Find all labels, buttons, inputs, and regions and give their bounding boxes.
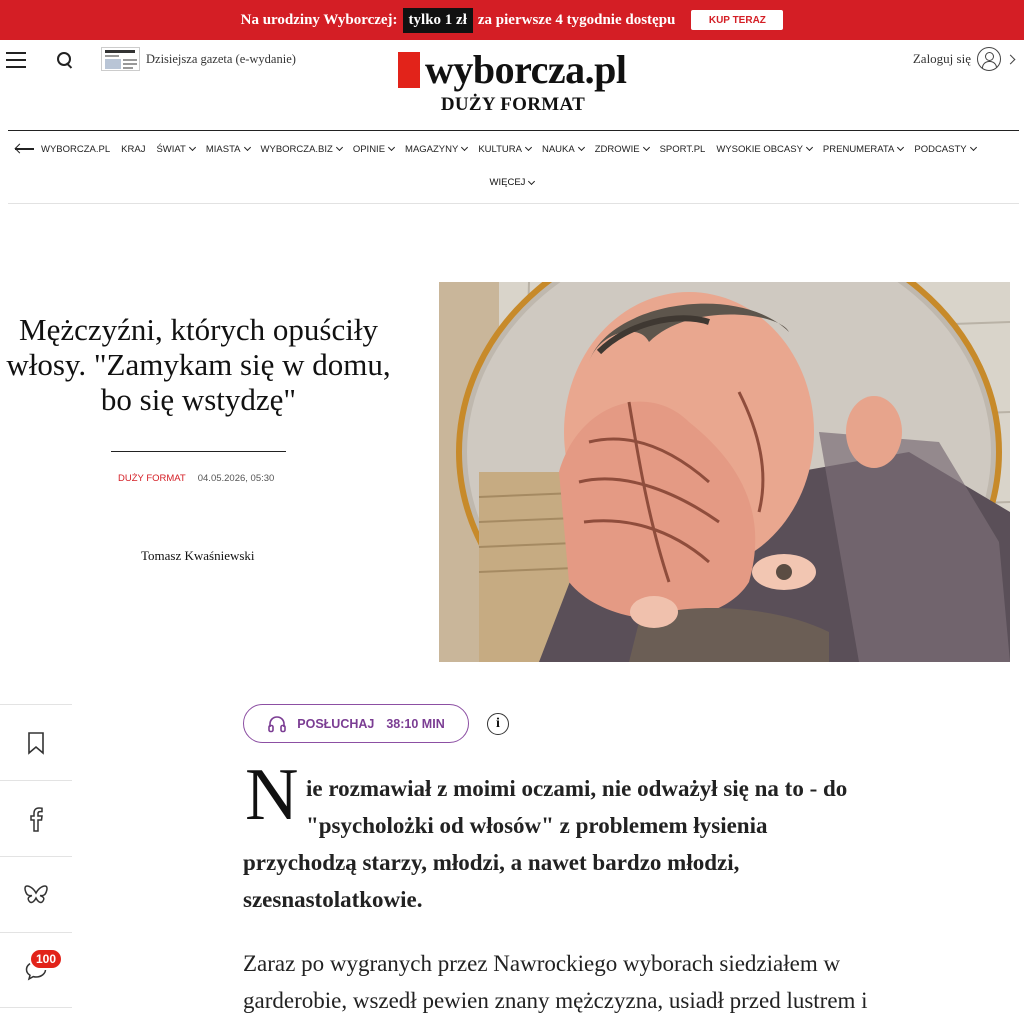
bookmark-button[interactable]: [0, 704, 72, 780]
egazeta-link[interactable]: [101, 47, 296, 71]
logo-red-square: [398, 52, 420, 88]
chevron-right-icon: [1006, 54, 1016, 64]
bookmark-icon: [26, 731, 46, 755]
header-tools: [6, 46, 74, 74]
listen-label: POSŁUCHAJ: [297, 716, 375, 731]
nav-item-kultura[interactable]: KULTURA: [478, 144, 531, 155]
bluesky-icon: [24, 884, 48, 906]
nav-item-wysokie-obcasy[interactable]: WYSOKIE OBCASY: [716, 144, 812, 155]
nav-item-podcasty[interactable]: PODCASTY: [914, 144, 975, 155]
article-author[interactable]: Tomasz Kwaśniewski: [141, 548, 255, 563]
logo-text: wyborcza.pl: [425, 47, 627, 92]
facebook-icon: [28, 806, 44, 832]
listen-button[interactable]: [243, 704, 469, 743]
login-button[interactable]: [913, 47, 1014, 71]
chevron-down-icon: [243, 144, 250, 151]
comments-button[interactable]: [0, 932, 72, 1008]
nav-item-wyborcza[interactable]: WYBORCZA.PL: [15, 144, 110, 155]
promo-highlight: tylko 1 zł: [403, 8, 473, 33]
chevron-down-icon: [578, 144, 585, 151]
article-paragraph: Zaraz po wygranych przez Nawrockiego wyborach siedziałem w garderobie, wszedł pewien znany mężczyzna, usiadł przed lustrem i: [243, 951, 868, 1013]
nav-item-zdrowie[interactable]: ZDROWIE: [595, 144, 649, 155]
main-nav: [15, 140, 1019, 158]
comments-count-badge: 100: [29, 948, 63, 970]
chevron-down-icon: [643, 144, 650, 151]
nav-divider: [8, 203, 1019, 204]
lead-line-1: ie rozmawiał z moimi oczami, nie odważył się na to - do: [306, 776, 848, 801]
promo-text: Na urodziny Wyborczej:: [240, 11, 398, 28]
share-sidebar: [0, 704, 72, 1008]
egazeta-label: Dzisiejsza gazeta (e-wydanie): [146, 51, 296, 66]
nav-item-kraj[interactable]: KRAJ: [121, 143, 146, 155]
nav-item-prenumerata[interactable]: PRENUMERATA: [823, 144, 903, 155]
login-label: Zaloguj się: [912, 51, 971, 66]
lead-line-2: "psycholożki od włosów" z problemem łysienia: [306, 813, 768, 838]
hero-illustration: [439, 282, 1010, 662]
article-date: 04.05.2026, 05:30: [197, 473, 275, 484]
drop-cap: N: [245, 754, 299, 836]
share-bluesky-button[interactable]: [0, 856, 72, 932]
nav-more-row: [0, 177, 1024, 188]
nav-item-wyborcza-biz[interactable]: WYBORCZA.BIZ: [261, 144, 342, 155]
chevron-down-icon: [806, 144, 813, 151]
info-icon[interactable]: i: [487, 713, 509, 735]
share-facebook-button[interactable]: [0, 780, 72, 856]
site-logo[interactable]: [398, 47, 627, 92]
user-icon: [977, 47, 1001, 71]
listen-duration: 38:10 MIN: [386, 716, 445, 731]
chevron-down-icon: [528, 177, 535, 184]
hero-illustration-svg: [439, 282, 1010, 662]
article-section-link[interactable]: DUŻY FORMAT: [118, 473, 186, 484]
section-title[interactable]: DUŻY FORMAT: [440, 94, 586, 115]
article-lead: [243, 770, 903, 918]
promo-bar: [0, 0, 1024, 40]
chevron-down-icon: [336, 144, 343, 151]
arrow-left-icon: [15, 144, 35, 154]
chevron-down-icon: [525, 144, 532, 151]
chevron-down-icon: [189, 144, 196, 151]
article-meta: [118, 473, 274, 484]
nav-item-magazyny[interactable]: MAGAZYNY: [405, 144, 467, 155]
nav-item-swiat[interactable]: ŚWIAT: [156, 144, 194, 155]
chevron-down-icon: [970, 144, 977, 151]
article-title: Mężczyźni, których opuściły włosy. "Zamykam się w domu, bo się wstydzę": [6, 312, 391, 417]
chevron-down-icon: [461, 144, 468, 151]
headphones-icon: [267, 715, 287, 733]
search-icon[interactable]: [56, 51, 74, 69]
nav-item-nauka[interactable]: NAUKA: [542, 144, 584, 155]
newspaper-thumbnail: [101, 47, 140, 71]
hamburger-menu-icon[interactable]: [6, 52, 26, 68]
chevron-down-icon: [897, 144, 904, 151]
nav-item-more[interactable]: WIĘCEJ: [490, 177, 535, 188]
lead-rest: przychodzą starzy, młodzi, a nawet bardzo młodzi, szesnastolatkowie.: [243, 850, 740, 912]
buy-now-button[interactable]: KUP TERAZ: [691, 10, 783, 30]
nav-item-opinie[interactable]: OPINIE: [353, 144, 394, 155]
title-divider: [111, 451, 286, 452]
chevron-down-icon: [388, 144, 395, 151]
header-divider: [8, 130, 1019, 131]
promo-text-after: za pierwsze 4 tygodnie dostępu: [477, 11, 676, 28]
nav-item-miasta[interactable]: MIASTA: [206, 144, 250, 155]
nav-item-sport[interactable]: SPORT.PL: [659, 143, 706, 155]
